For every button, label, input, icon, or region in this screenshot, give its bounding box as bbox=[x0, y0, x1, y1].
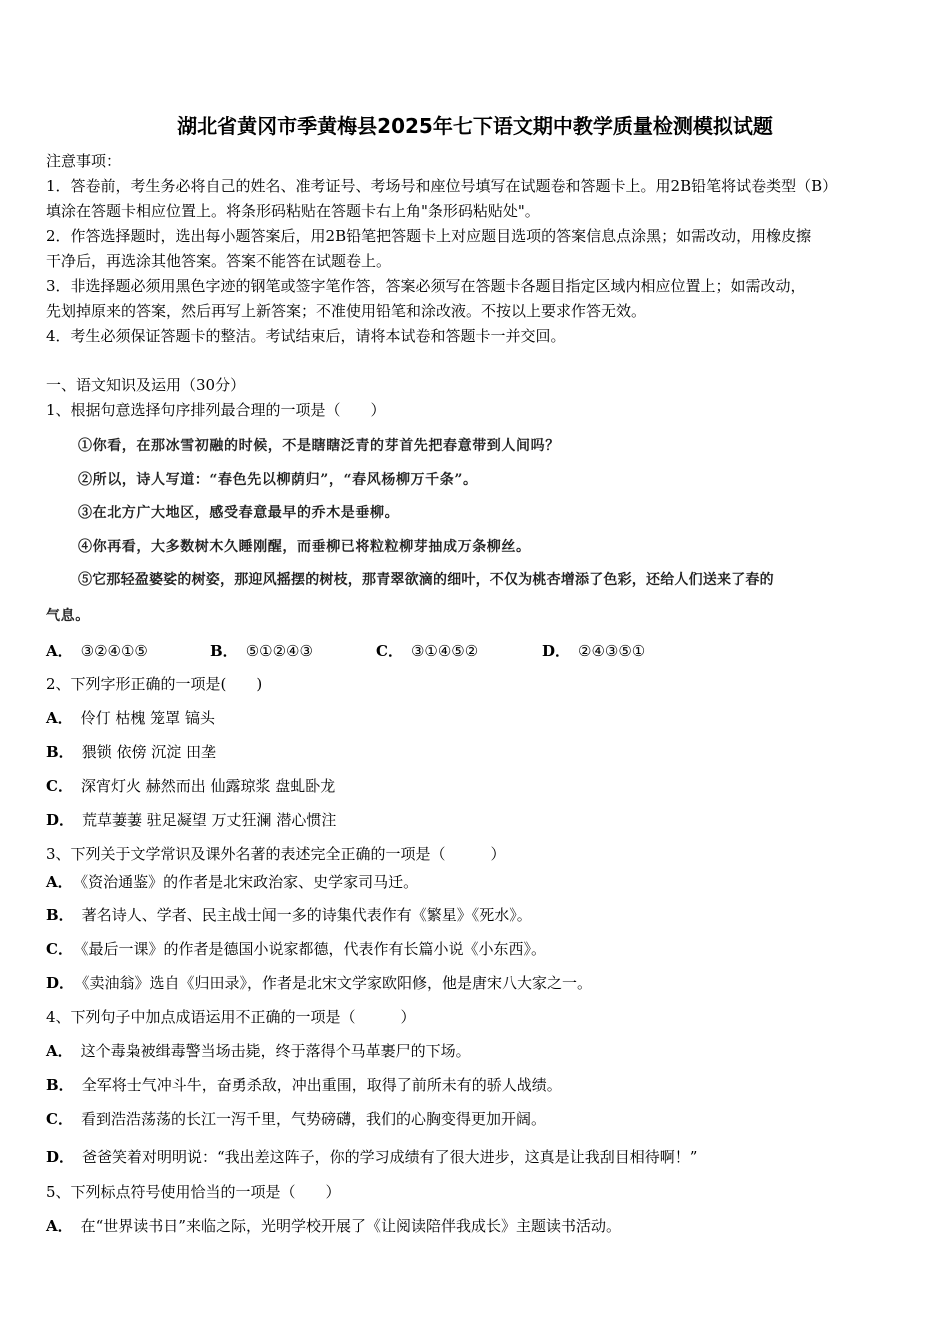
option-text: ⑤①②④③ bbox=[245, 642, 313, 660]
q1-option-d[interactable] bbox=[542, 641, 645, 661]
q2-option-d[interactable] bbox=[46, 810, 336, 830]
q1-sentence: ③在北方广大地区，感受春意最早的乔木是垂柳。 bbox=[78, 505, 400, 521]
q2-option-a[interactable] bbox=[46, 708, 215, 728]
section-heading: 一、语文知识及运用（30分） bbox=[46, 376, 246, 394]
q1-options bbox=[46, 641, 645, 661]
option-label: B． bbox=[46, 906, 74, 924]
q1-sentence: ②所以，诗人写道：“春色先以柳荫归”，“春风杨柳万千条”。 bbox=[78, 472, 478, 488]
option-text: 看到浩浩荡荡的长江一泻千里，气势磅礴，我们的心胸变得更加开阔。 bbox=[80, 1110, 546, 1128]
notice-line: 先划掉原来的答案，然后再写上新答案；不准使用铅笔和涂改液。不按以上要求作答无效。 bbox=[46, 302, 647, 320]
option-label: D． bbox=[46, 1148, 75, 1166]
q4-option-c[interactable] bbox=[46, 1109, 546, 1129]
question-5-stem: 5、下列标点符号使用恰当的一项是（ ） bbox=[46, 1183, 341, 1201]
q3-option-d[interactable] bbox=[46, 973, 592, 993]
option-text: 这个毒枭被缉毒警当场击毙，终于落得个马革裹尸的下场。 bbox=[80, 1042, 471, 1060]
q1-option-c[interactable] bbox=[376, 641, 542, 661]
option-text: 深宵灯火 赫然而出 仙露琼浆 盘虬卧龙 bbox=[80, 777, 336, 795]
notice-line: 2．作答选择题时，选出每小题答案后，用2B铅笔把答题卡上对应题目选项的答案信息点涂黑；如需改动，用橡皮擦 bbox=[46, 227, 812, 245]
option-label: B． bbox=[210, 642, 238, 660]
q2-option-c[interactable] bbox=[46, 776, 335, 796]
option-label: C． bbox=[376, 642, 403, 660]
q1-sentence-continued: 气息。 bbox=[46, 608, 90, 624]
notice-line: 干净后，再选涂其他答案。答案不能答在试题卷上。 bbox=[46, 252, 392, 270]
notice-line: 3．非选择题必须用黑色字迹的钢笔或签字笔作答，答案必须写在答题卡各题目指定区域内相应位置上；如需改动， bbox=[46, 277, 806, 295]
q1-sentence: ④你再看，大多数树木久睡刚醒，而垂柳已将粒粒柳芽抽成万条柳丝。 bbox=[78, 539, 531, 555]
option-text: ③②④①⑤ bbox=[80, 642, 148, 660]
option-label: D． bbox=[542, 642, 571, 660]
option-text: 爸爸笑着对明明说：“我出差这阵子，你的学习成绩有了很大进步，这真是让我刮目相待啊！” bbox=[82, 1148, 698, 1166]
option-text: 著名诗人、学者、民主战士闻一多的诗集代表作有《繁星》《死水》。 bbox=[81, 906, 532, 924]
option-text: 全军将士气冲斗牛，奋勇杀敌，冲出重围，取得了前所未有的骄人战绩。 bbox=[81, 1076, 562, 1094]
option-label: D． bbox=[46, 811, 75, 829]
question-1-stem: 1、根据句意选择句序排列最合理的一项是（ ） bbox=[46, 401, 386, 419]
option-label: B． bbox=[46, 1076, 74, 1094]
option-label: A． bbox=[46, 642, 73, 660]
option-label: A． bbox=[46, 1042, 73, 1060]
q3-option-b[interactable] bbox=[46, 905, 532, 925]
question-3-stem: 3、下列关于文学常识及课外名著的表述完全正确的一项是（ ） bbox=[46, 845, 506, 863]
q1-sentence: ⑤它那轻盈婆娑的树姿，那迎风摇摆的树枝，那青翠欲滴的细叶，不仅为桃杏增添了色彩，还给人们送来了春的 bbox=[78, 572, 774, 588]
q4-option-b[interactable] bbox=[46, 1075, 562, 1095]
option-label: A． bbox=[46, 709, 73, 727]
q4-option-d[interactable] bbox=[46, 1147, 697, 1167]
q5-option-a[interactable] bbox=[46, 1216, 621, 1236]
question-2-stem: 2、下列字形正确的一项是( ) bbox=[46, 675, 263, 693]
option-label: B． bbox=[46, 743, 74, 761]
q4-option-a[interactable] bbox=[46, 1041, 471, 1061]
option-text: 《卖油翁》选自《归田录》，作者是北宋文学家欧阳修，他是唐宋八大家之一。 bbox=[82, 974, 593, 992]
option-text: 荒草萋萋 驻足凝望 万丈狂澜 潜心惯注 bbox=[82, 811, 337, 829]
option-label: A． bbox=[46, 1217, 73, 1235]
q1-option-b[interactable] bbox=[210, 641, 376, 661]
q3-option-a[interactable] bbox=[46, 872, 418, 892]
option-text: ③①④⑤② bbox=[410, 642, 479, 660]
option-text: 伶仃 枯槐 笼罩 镐头 bbox=[80, 709, 215, 727]
option-label: A． bbox=[46, 873, 73, 891]
q1-option-a[interactable] bbox=[46, 641, 210, 661]
question-4-stem: 4、下列句子中加点成语运用不正确的一项是（ ） bbox=[46, 1008, 416, 1026]
notice-line: 填涂在答题卡相应位置上。将条形码粘贴在答题卡右上角"条形码粘贴处"。 bbox=[46, 202, 540, 220]
option-text: 猥锁 依傍 沉淀 田垄 bbox=[81, 743, 216, 761]
q1-sentence: ①你看，在那冰雪初融的时候，不是瞎瞎泛青的芽首先把春意带到人间吗？ bbox=[78, 438, 560, 454]
q3-option-c[interactable] bbox=[46, 939, 546, 959]
page-title: 湖北省黄冈市季黄梅县2025年七下语文期中教学质量检测模拟试题 bbox=[177, 114, 773, 138]
q2-option-b[interactable] bbox=[46, 742, 216, 762]
notice-line: 4．考生必须保证答题卡的整洁。考试结束后，请将本试卷和答题卡一并交回。 bbox=[46, 327, 566, 345]
option-label: D． bbox=[46, 974, 75, 992]
option-text: ②④③⑤① bbox=[578, 642, 646, 660]
option-label: C． bbox=[46, 777, 73, 795]
option-label: C． bbox=[46, 940, 73, 958]
notice-line: 1．答卷前，考生务必将自己的姓名、准考证号、考场号和座位号填写在试题卷和答题卡上。用2B铅笔将试卷类型（B） bbox=[46, 177, 838, 195]
notice-heading: 注意事项： bbox=[46, 152, 122, 170]
option-text: 在“世界读书日”来临之际，光明学校开展了《让阅读陪伴我成长》主题读书活动。 bbox=[80, 1217, 621, 1235]
option-text: 《最后一课》的作者是德国小说家都德，代表作有长篇小说《小东西》。 bbox=[80, 940, 546, 958]
option-label: C． bbox=[46, 1110, 73, 1128]
option-text: 《资治通鉴》的作者是北宋政治家、史学家司马迁。 bbox=[80, 873, 419, 891]
